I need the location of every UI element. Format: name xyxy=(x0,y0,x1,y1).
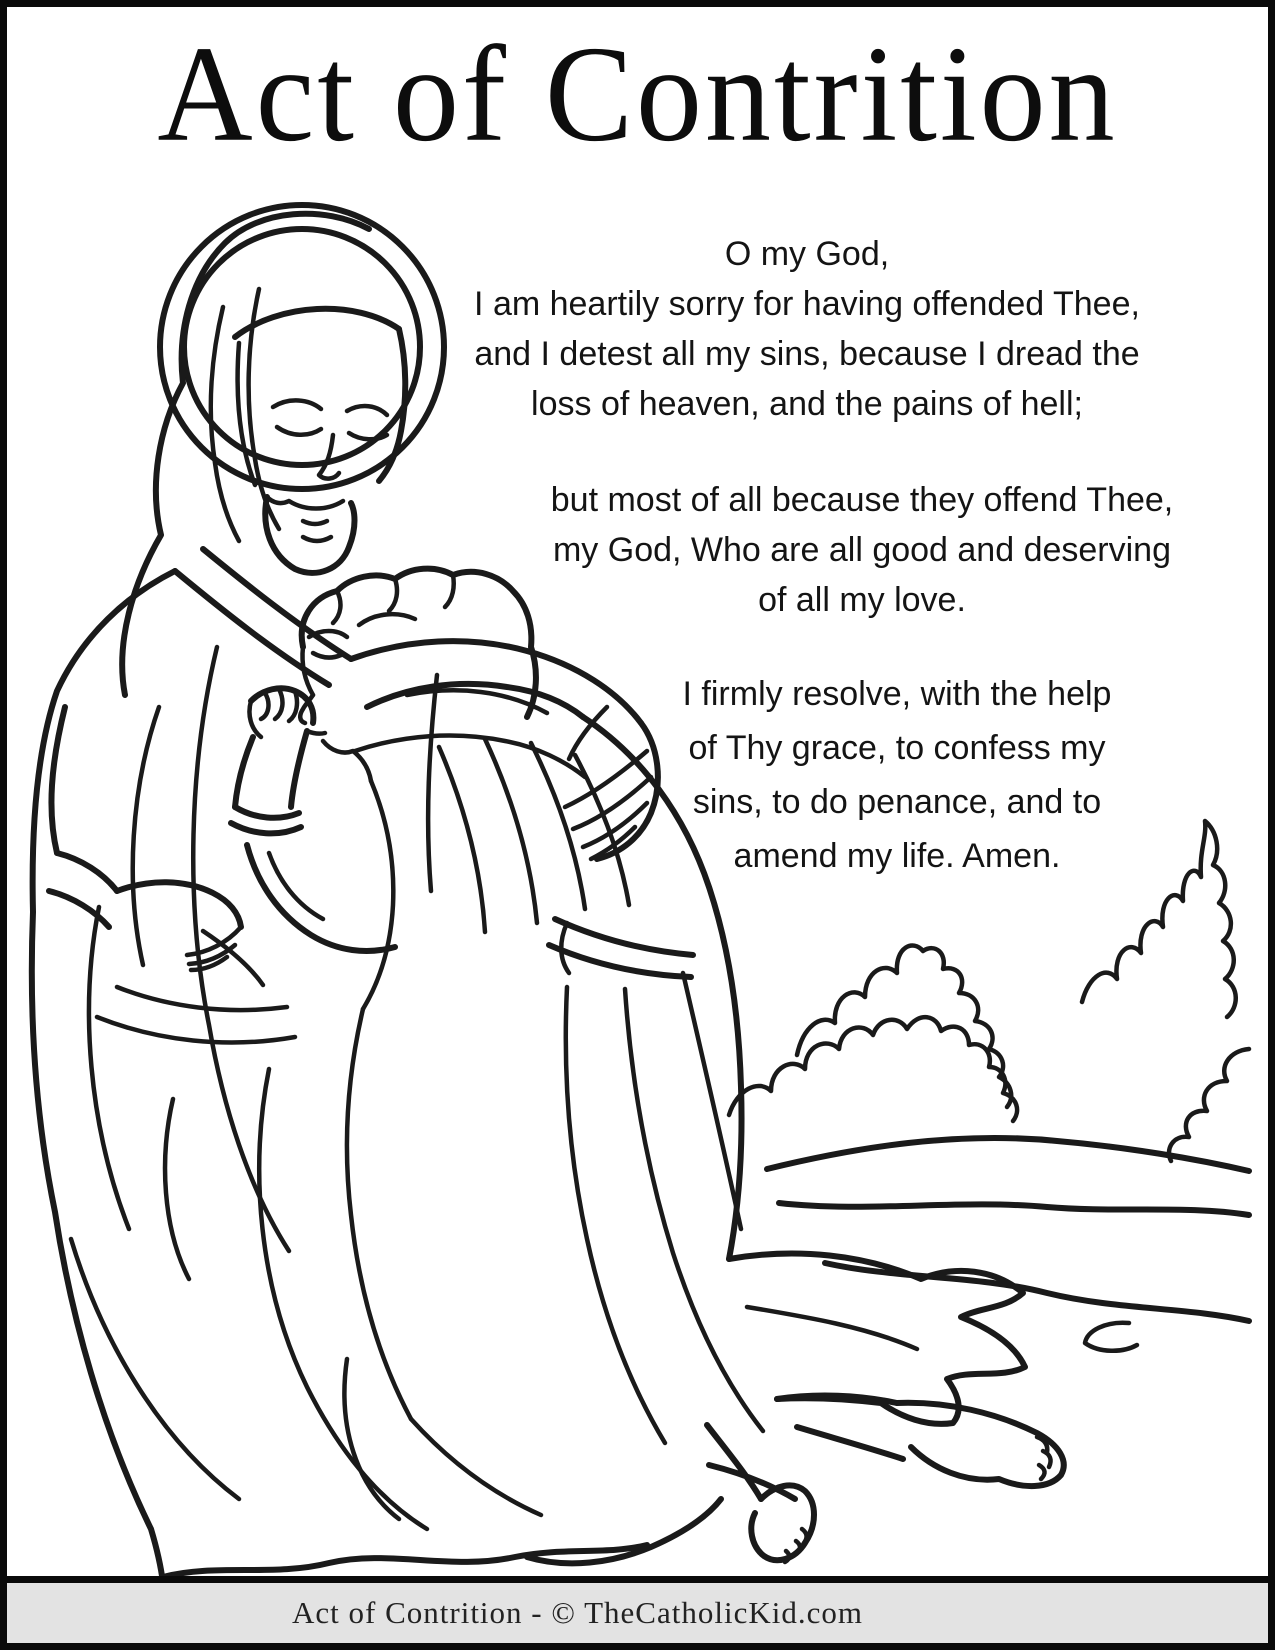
prayer-line: loss of heaven, and the pains of hell; xyxy=(531,385,1083,423)
jesus-cuff-left xyxy=(49,853,117,927)
jesus-sleeve-left xyxy=(51,707,65,853)
jesus-robe-fold xyxy=(133,707,159,965)
bush-left xyxy=(729,1017,1017,1121)
prayer-line: amend my life. Amen. xyxy=(733,837,1061,875)
penitent-hem-drape xyxy=(411,1419,541,1515)
foot-lower xyxy=(751,1485,814,1560)
jesus-lap-fold xyxy=(97,987,295,1043)
foot-upper xyxy=(897,1403,1064,1486)
background-landscape xyxy=(729,821,1249,1351)
penitent-forearm xyxy=(235,731,307,807)
penitent-mantle-stripe xyxy=(439,747,485,932)
prayer-line: sins, to do penance, and to xyxy=(692,783,1102,821)
jesus-robe-edge-right xyxy=(428,675,437,891)
prayer-line: I am heartily sorry for having offended Thee, xyxy=(474,285,1140,323)
robe-flare-inner xyxy=(747,1307,917,1349)
penitent-cuff xyxy=(231,807,301,833)
jesus-face-left xyxy=(238,343,255,485)
jesus-robe-fold xyxy=(71,1239,239,1499)
penitent-eye xyxy=(313,653,341,658)
penitent-sleeve-loop xyxy=(247,845,395,951)
halo-inner xyxy=(184,229,420,465)
prayer-line: but most of all because they offend Thee, xyxy=(550,481,1174,519)
penitent-brow xyxy=(309,631,347,637)
prayer-line: O my God, xyxy=(724,235,890,273)
shore-line xyxy=(825,1263,1249,1321)
prayer-line: my God, Who are all good and deserving xyxy=(552,531,1171,569)
jesus-brow-left xyxy=(273,400,321,409)
penitent-mantle-bottom xyxy=(355,736,585,777)
jesus-nose xyxy=(319,435,339,479)
tree-right-edge xyxy=(1169,1049,1249,1161)
penitent-belt-knot xyxy=(561,923,569,973)
prayer-line: of all my love. xyxy=(758,581,966,619)
jesus-robe-fold xyxy=(259,1069,427,1529)
jesus-brow-right xyxy=(347,406,387,415)
penitent-torso-front xyxy=(363,781,393,1009)
arm-sleeve-inner xyxy=(407,690,547,713)
jesus-robe-fold xyxy=(89,907,129,1229)
prayer-line: of Thy grace, to confess my xyxy=(688,729,1106,767)
prayer-line: I firmly resolve, with the help xyxy=(682,675,1112,713)
penitent-skirt-fold xyxy=(683,973,741,1229)
penitent-belt xyxy=(549,919,693,977)
penitent-mantle-top xyxy=(367,684,583,717)
jesus-mouth xyxy=(303,521,327,524)
penitent-mantle-stripe xyxy=(485,739,537,923)
footer-bar xyxy=(7,1576,1268,1643)
puddle-arc xyxy=(1085,1323,1137,1351)
jesus-hairline xyxy=(235,309,399,337)
hill-line xyxy=(767,1138,1249,1171)
prayer-line: and I detest all my sins, because I dread the xyxy=(474,335,1140,373)
jesus-robe-fold xyxy=(344,1359,399,1519)
jesus-robe-fold xyxy=(165,1099,189,1279)
water-line xyxy=(779,1203,1249,1215)
jesus-beard-inner xyxy=(303,537,331,541)
page-title: Act of Contrition xyxy=(157,17,1118,170)
prayer-stanza-3 xyxy=(577,667,1217,883)
prayer-stanza-1 xyxy=(397,229,1217,429)
prayer-stanza-2 xyxy=(477,475,1247,625)
penitent-skirt-fold xyxy=(566,987,665,1443)
penitent-skirt-left xyxy=(347,1009,411,1419)
jesus-eye-left xyxy=(277,427,321,435)
jesus-mustache xyxy=(267,497,343,509)
footer-credit: Act of Contrition - © TheCatholicKid.com xyxy=(292,1595,863,1630)
